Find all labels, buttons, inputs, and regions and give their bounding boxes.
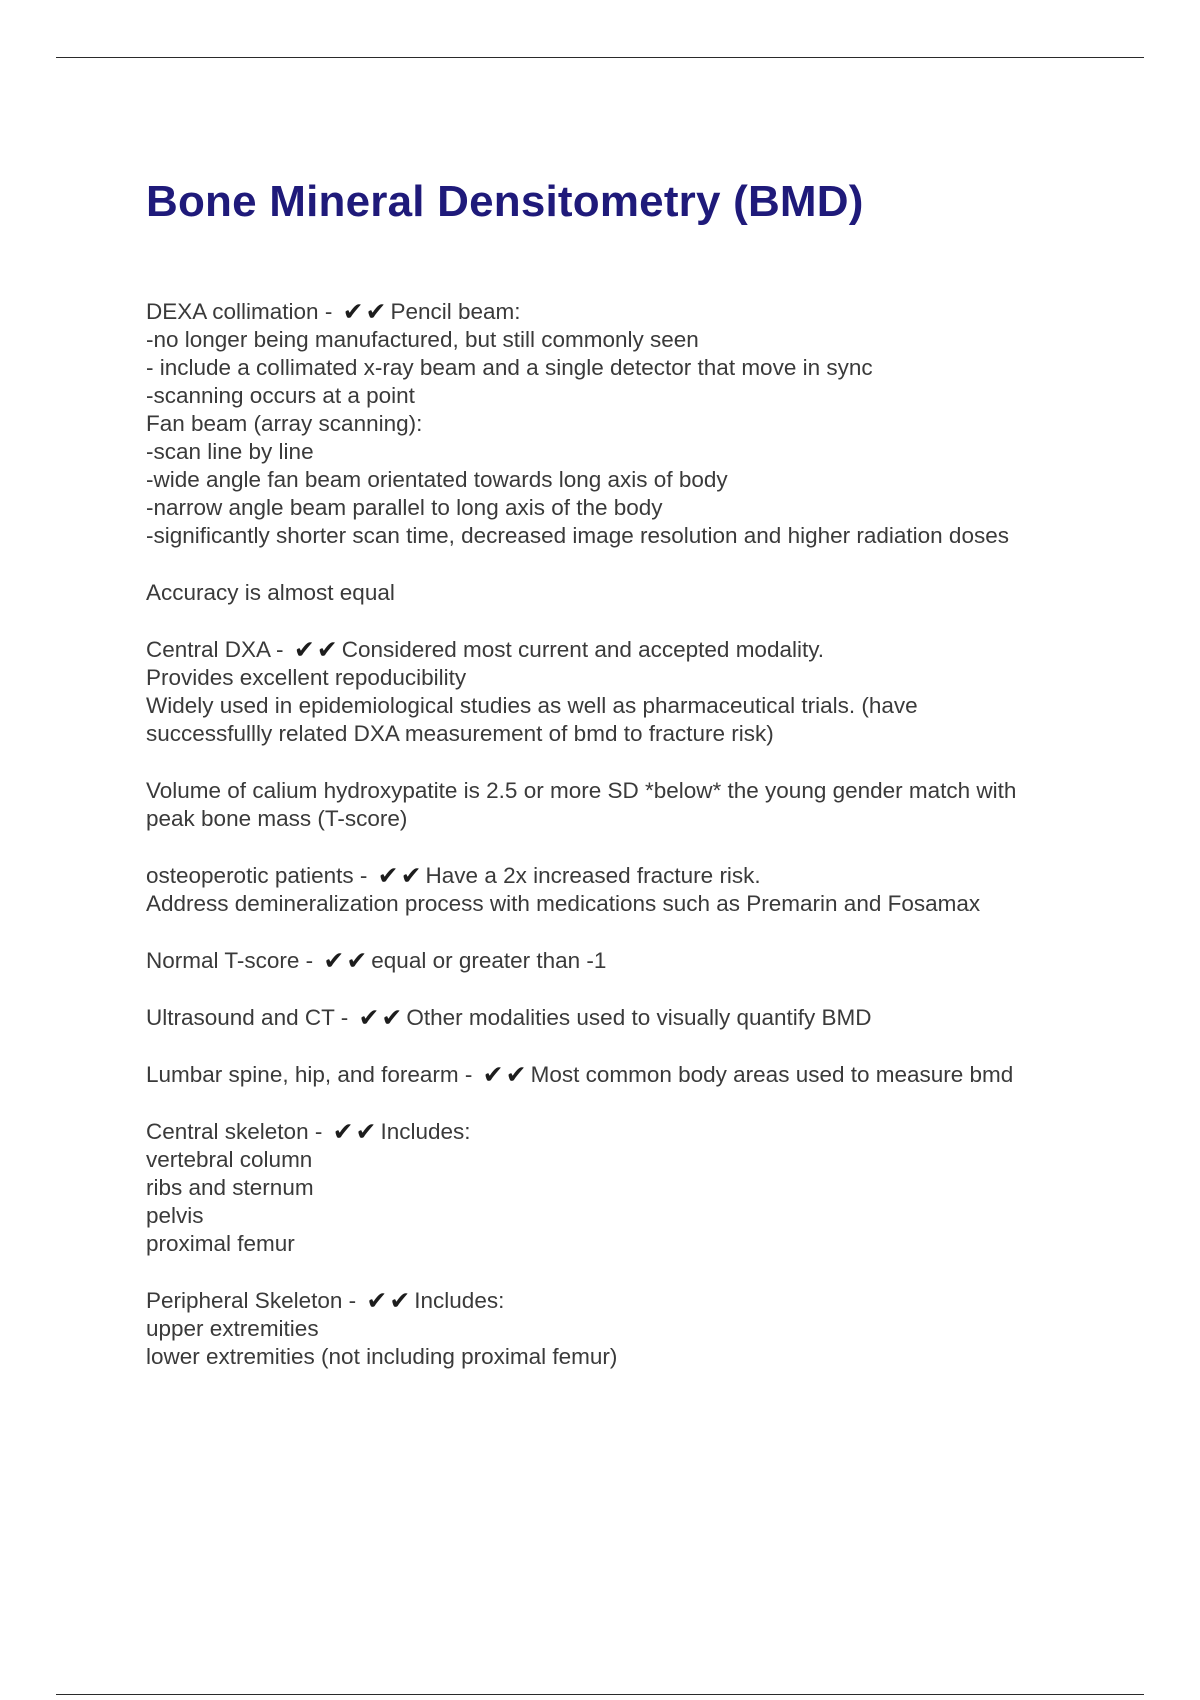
double-check-icon: ✔✔	[358, 1003, 405, 1032]
flashcard-entry	[146, 636, 1106, 748]
answer-line: proximal femur	[146, 1231, 295, 1256]
flashcard-entry	[146, 579, 1106, 607]
answer-line: upper extremities	[146, 1316, 319, 1341]
question-term: osteoperotic patients -	[146, 863, 374, 888]
question-term: Central DXA -	[146, 637, 290, 662]
document-body	[146, 168, 1106, 1400]
answer-line: -scan line by line	[146, 439, 314, 464]
double-check-icon: ✔✔	[293, 635, 340, 664]
question-answer-line	[146, 298, 1106, 326]
double-check-icon: ✔✔	[323, 946, 370, 975]
flashcard-entry	[146, 947, 1106, 975]
document-title: Bone Mineral Densitometry (BMD)	[146, 177, 864, 226]
flashcard-list	[146, 298, 1106, 1371]
double-check-icon: ✔✔	[342, 297, 389, 326]
answer-line: lower extremities (not including proximal femur)	[146, 1344, 618, 1369]
answer-line: -scanning occurs at a point	[146, 383, 415, 408]
question-term: Ultrasound and CT -	[146, 1005, 355, 1030]
note-line: Volume of calium hydroxypatite is 2.5 or more SD *below* the young gender match with	[146, 778, 1017, 803]
question-term: Lumbar spine, hip, and forearm -	[146, 1062, 479, 1087]
bottom-divider	[56, 1694, 1144, 1695]
answer-text: Pencil beam:	[390, 299, 521, 324]
answer-text: Other modalities used to visually quantify BMD	[406, 1005, 872, 1030]
answer-line: Provides excellent repoducibility	[146, 665, 467, 690]
flashcard-entry	[146, 862, 1106, 918]
question-term: Central skeleton -	[146, 1119, 329, 1144]
answer-line: -narrow angle beam parallel to long axis of the body	[146, 495, 663, 520]
answer-text: Includes:	[414, 1288, 505, 1313]
answer-line: ribs and sternum	[146, 1175, 314, 1200]
answer-line: successfullly related DXA measurement of bmd to fracture risk)	[146, 721, 774, 746]
flashcard-entry	[146, 777, 1106, 833]
answer-text: Have a 2x increased fracture risk.	[425, 863, 761, 888]
question-answer-line	[146, 1061, 1106, 1089]
answer-line: Widely used in epidemiological studies as well as pharmaceutical trials. (have	[146, 693, 918, 718]
question-answer-line	[146, 947, 1106, 975]
double-check-icon: ✔✔	[366, 1286, 413, 1315]
question-answer-line	[146, 636, 1106, 664]
double-check-icon: ✔✔	[332, 1117, 379, 1146]
answer-line: Fan beam (array scanning):	[146, 411, 423, 436]
flashcard-entry	[146, 1061, 1106, 1089]
question-term: DEXA collimation -	[146, 299, 339, 324]
flashcard-entry	[146, 298, 1106, 550]
flashcard-entry	[146, 1004, 1106, 1032]
flashcard-entry	[146, 1118, 1106, 1258]
answer-text: Considered most current and accepted modality.	[341, 637, 825, 662]
question-answer-line	[146, 862, 1106, 890]
note-text: Accuracy is almost equal	[146, 580, 395, 605]
answer-text: Most common body areas used to measure bmd	[530, 1062, 1014, 1087]
question-term: Normal T-score -	[146, 948, 320, 973]
answer-text: equal or greater than -1	[371, 948, 607, 973]
top-divider	[56, 57, 1144, 58]
answer-line: pelvis	[146, 1203, 204, 1228]
double-check-icon: ✔✔	[482, 1060, 529, 1089]
answer-text: Includes:	[380, 1119, 471, 1144]
answer-line: -wide angle fan beam orientated towards long axis of body	[146, 467, 728, 492]
question-answer-line	[146, 1287, 1106, 1315]
answer-line: vertebral column	[146, 1147, 313, 1172]
question-answer-line	[146, 1118, 1106, 1146]
answer-line: - include a collimated x-ray beam and a single detector that move in sync	[146, 355, 873, 380]
answer-line: -no longer being manufactured, but still commonly seen	[146, 327, 699, 352]
note-line: peak bone mass (T-score)	[146, 806, 408, 831]
question-answer-line	[146, 1004, 1106, 1032]
question-term: Peripheral Skeleton -	[146, 1288, 363, 1313]
answer-line: Address demineralization process with medications such as Premarin and Fosamax	[146, 891, 981, 916]
double-check-icon: ✔✔	[377, 861, 424, 890]
flashcard-entry	[146, 1287, 1106, 1371]
answer-line: -significantly shorter scan time, decreased image resolution and higher radiation doses	[146, 523, 1009, 548]
